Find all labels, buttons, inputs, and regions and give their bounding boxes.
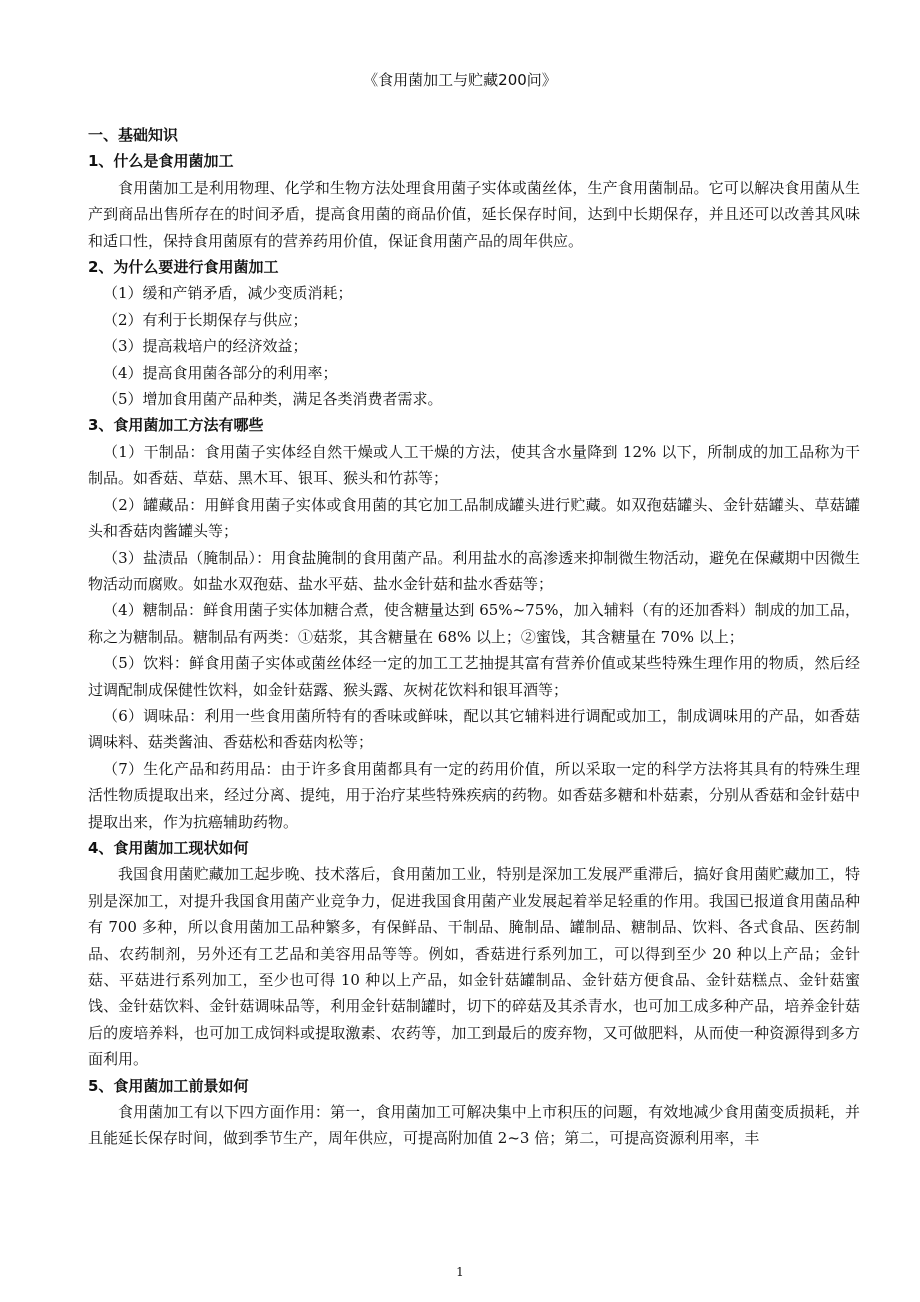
question-heading: 4、食用菌加工现状如何 [88,838,249,857]
page-number: 1 [456,1265,464,1279]
list-item: （1）干制品：食用菌子实体经自然干燥或人工干燥的方法，使其含水量降到 12% 以下，所制成的加工品称为干制品。如香菇、草菇、黑木耳、银耳、猴头和竹荪等； [88,442,860,488]
list-item: （5）增加食用菌产品种类，满足各类消费者需求。 [103,390,443,409]
question-heading: 3、食用菌加工方法有哪些 [88,416,264,435]
paragraph: 食用菌加工有以下四方面作用：第一，食用菌加工可解决集中上市积压的问题，有效地减少食用菌变质损耗，并且能延长保存时间，做到季节生产，周年供应，可提高附加值 2~3 倍；第二，可提高资源利用率，丰 [88,1103,860,1148]
list-item: （4）提高食用菌各部分的利用率； [103,363,338,382]
list-item: （4）糖制品：鲜食用菌子实体加糖合煮，使含糖量达到 65%~75%，加入辅料（有的还加香料）制成的加工品，称之为糖制品。糖制品有两类：①菇浆，其含糖量在 68% 以上；②蜜饯，其含糖量在 70% 以上； [88,601,860,646]
question-heading: 5、食用菌加工前景如何 [88,1076,249,1095]
list-item: （7）生化产品和药用品：由于许多食用菌都具有一定的药用价值，所以采取一定的科学方法将其具有的特殊生理活性物质提取出来，经过分离、提纯，用于治疗某些特殊疾病的药物。如香菇多糖和朴菇素，分别从香菇和金针菇中提取出来，作为抗癌辅助药物。 [88,759,860,831]
list-item: （2）有利于长期保存与供应； [103,310,308,329]
question-heading: 2、为什么要进行食用菌加工 [88,258,279,277]
list-item: （5）饮料：鲜食用菌子实体或菌丝体经一定的加工工艺抽提其富有营养价值或某些特殊生理作用的物质，然后经过调配制成保健性饮料，如金针菇露、猴头露、灰树花饮料和银耳酒等； [88,654,860,699]
list-item: （6）调味品：利用一些食用菌所特有的香味或鲜味，配以其它辅料进行调配或加工，制成调味用的产品，如香菇调味料、菇类酱油、香菇松和香菇肉松等； [88,706,860,752]
list-item: （1）缓和产销矛盾，减少变质消耗； [103,284,353,303]
document-body [88,122,860,1152]
question-heading: 1、什么是食用菌加工 [88,152,234,171]
list-item: （2）罐藏品：用鲜食用菌子实体或食用菌的其它加工品制成罐头进行贮藏。如双孢菇罐头、金针菇罐头、草菇罐头和香菇肉酱罐头等； [88,495,860,541]
paragraph: 我国食用菌贮藏加工起步晚、技术落后，食用菌加工业，特别是深加工发展严重滞后，搞好食用菌贮藏加工，特别是深加工，对提升我国食用菌产业竞争力，促进我国食用菌产业发展起着举足轻重的作用。我国已报道食用菌品种有 700 多种，所以食用菌加工品种繁多，有保鲜品、干制品、腌制品、罐制品、糖制品、饮料、各式食品、医药制品、农药制剂，另外还有工艺品和美容用品等等。例如，香菇进行系列加工，可以得到至少 20 种以上产品；金针菇、平菇进行系列加工，至少也可得 10 种以上产品，如金针菇罐制品、金针菇方便食品、金针菇糕点、金针菇蜜饯、金针菇饮料、金针菇调味品等，利用金针菇制罐时，切下的碎菇及其杀青水，也可加工成多种产品，培养金针菇后的废培养料，也可加工成饲料或提取激素、农药等，加工到最后的废弃物，又可做肥料，从而使一种资源得到多方面利用。 [88,865,860,1069]
section-heading: 一、基础知识 [88,126,179,144]
list-item: （3）提高栽培户的经济效益； [103,337,308,356]
list-item: （3）盐渍品（腌制品）：用食盐腌制的食用菌产品。利用盐水的高渗透来抑制微生物活动，避免在保藏期中因微生物活动而腐败。如盐水双孢菇、盐水平菇、盐水金针菇和盐水香菇等； [88,548,860,593]
document-title: 《食用菌加工与贮藏200问》 [363,71,557,89]
paragraph: 食用菌加工是利用物理、化学和生物方法处理食用菌子实体或菌丝体，生产食用菌制品。它可以解决食用菌从生产到商品出售所存在的时间矛盾，提高食用菌的商品价值，延长保存时间，达到中长期保存，并且还可以改善其风味和适口性，保持食用菌原有的营养药用价值，保证食用菌产品的周年供应。 [88,178,860,250]
